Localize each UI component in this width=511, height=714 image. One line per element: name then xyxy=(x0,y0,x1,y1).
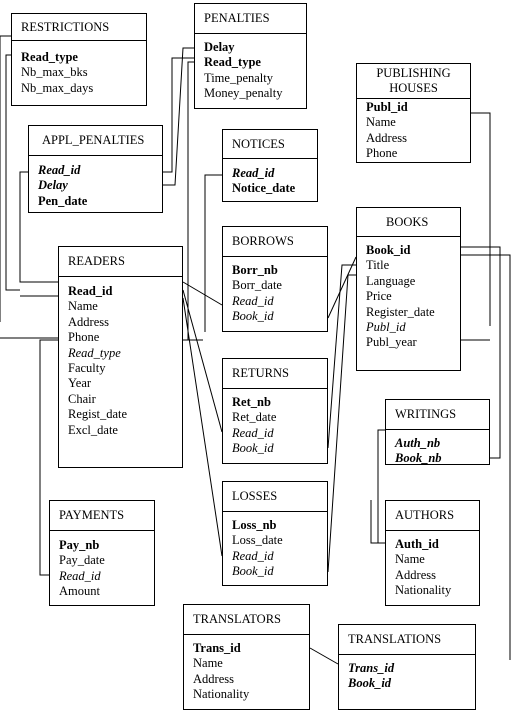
field: Read_id xyxy=(232,166,275,180)
field: Name xyxy=(193,656,223,671)
field: Trans_id xyxy=(193,641,241,655)
field: Book_id xyxy=(366,243,411,257)
relation-line xyxy=(205,175,222,332)
field: Read_id xyxy=(38,163,81,177)
entity-translations xyxy=(338,624,476,710)
field: Nationality xyxy=(193,687,250,702)
entity-appl-penalties xyxy=(28,125,163,213)
field: Ret_date xyxy=(232,410,277,425)
entity-title: NOTICES xyxy=(232,136,285,151)
field: Address xyxy=(366,130,407,145)
field: Notice_date xyxy=(232,181,296,196)
field: Phone xyxy=(366,146,398,161)
entity-returns xyxy=(222,358,328,464)
field: Trans_id xyxy=(348,661,395,675)
field: Faculty xyxy=(68,360,106,375)
field: Language xyxy=(366,273,416,288)
entity-publishing-houses xyxy=(356,63,471,163)
relation-line xyxy=(471,113,490,326)
field: Publ_year xyxy=(366,335,417,350)
entity-title: AUTHORS xyxy=(395,508,455,522)
entity-title: WRITINGS xyxy=(395,407,457,421)
field: Publ_id xyxy=(366,100,408,114)
relation-line xyxy=(310,648,338,664)
field: Book_id xyxy=(232,309,274,324)
entity-notices xyxy=(222,129,318,202)
field: Pen_date xyxy=(38,193,88,208)
field: Address xyxy=(68,314,109,329)
field: Name xyxy=(68,299,98,314)
entity-title: BOOKS xyxy=(386,214,429,229)
field: Loss_date xyxy=(232,533,283,548)
field: Excl_date xyxy=(68,422,118,437)
field: Publ_id xyxy=(366,319,406,334)
field: Delay xyxy=(204,40,235,54)
relation-line xyxy=(163,58,194,172)
field: Auth_nb xyxy=(395,436,441,450)
field: Read_id xyxy=(232,293,274,308)
relation-line xyxy=(183,282,222,305)
entity-readers xyxy=(58,246,183,468)
field: Name xyxy=(366,115,396,130)
field: Nb_max_bks xyxy=(21,65,88,80)
field: Phone xyxy=(68,330,100,345)
relation-line xyxy=(183,290,222,432)
entity-title: RETURNS xyxy=(232,366,289,380)
field: Register_date xyxy=(366,304,435,319)
entity-title: PAYMENTS xyxy=(59,508,125,522)
field: Read_id xyxy=(59,568,101,583)
field: Book_id xyxy=(348,676,392,691)
field: Title xyxy=(366,258,390,273)
entity-title: RESTRICTIONS xyxy=(21,19,110,34)
entity-translators xyxy=(183,604,310,710)
entity-title: TRANSLATIONS xyxy=(348,632,442,646)
field: Book_id xyxy=(232,564,274,579)
field: Chair xyxy=(68,391,96,406)
entity-title: PUBLISHING HOUSES xyxy=(376,66,451,95)
relation-line xyxy=(328,265,356,448)
field: Read_type xyxy=(21,50,78,64)
entity-title: READERS xyxy=(68,254,125,268)
field: Regist_date xyxy=(68,407,128,422)
field: Auth_id xyxy=(395,537,439,551)
entity-restrictions xyxy=(11,13,147,106)
field: Name xyxy=(395,552,425,567)
field: Read_id xyxy=(68,284,113,298)
field: Price xyxy=(366,289,392,304)
field: Amount xyxy=(59,584,100,599)
field: Money_penalty xyxy=(204,86,283,101)
field: Pay_nb xyxy=(59,538,100,552)
field: Read_id xyxy=(232,548,274,563)
field: Address xyxy=(395,567,436,582)
field: Address xyxy=(193,671,234,686)
field: Nb_max_days xyxy=(21,80,94,95)
relation-line xyxy=(183,62,194,340)
entity-title: APPL_PENALTIES xyxy=(42,133,145,147)
field: Borr_nb xyxy=(232,263,278,277)
field: Pay_date xyxy=(59,553,105,568)
entity-penalties xyxy=(194,3,307,109)
field: Book_nb xyxy=(395,451,442,465)
relation-line xyxy=(378,430,385,543)
entity-title: LOSSES xyxy=(232,489,278,503)
entity-writings xyxy=(385,399,490,465)
field: Time_penalty xyxy=(204,70,273,85)
field: Read_id xyxy=(232,425,274,440)
relation-line xyxy=(328,275,356,572)
field: Delay xyxy=(38,178,68,193)
entity-books xyxy=(356,207,461,371)
entity-title: TRANSLATORS xyxy=(193,612,281,626)
entity-losses xyxy=(222,481,328,586)
field: Read_type xyxy=(204,55,261,70)
field: Nationality xyxy=(395,583,452,598)
entity-borrows xyxy=(222,226,328,332)
field: Ret_nb xyxy=(232,395,271,409)
entity-title: PENALTIES xyxy=(204,11,270,25)
field: Read_type xyxy=(68,345,121,360)
entity-title: BORROWS xyxy=(232,234,294,248)
relation-line xyxy=(183,298,222,556)
entity-payments xyxy=(49,500,155,606)
field: Borr_date xyxy=(232,278,282,293)
field: Book_id xyxy=(232,441,274,456)
field: Loss_nb xyxy=(232,518,277,532)
relation-line xyxy=(163,48,194,185)
entity-authors xyxy=(385,500,480,606)
field: Year xyxy=(68,376,92,391)
